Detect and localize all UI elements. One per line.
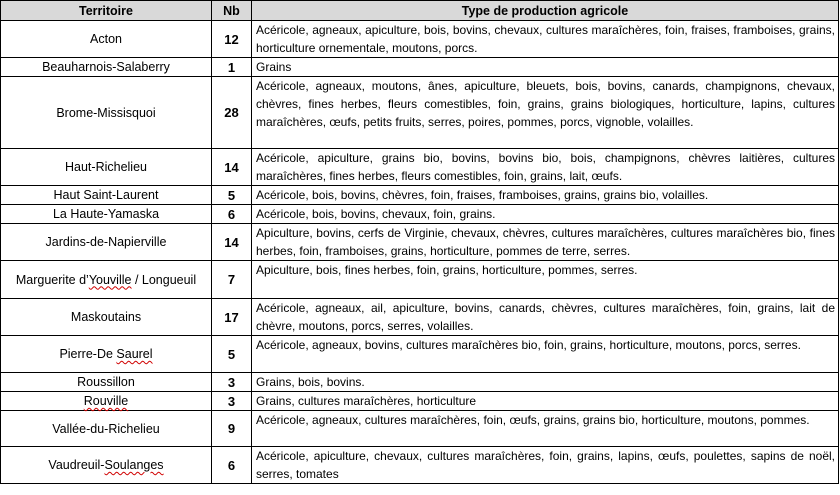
territory-cell: Vaudreuil-Soulanges [1,447,212,484]
territory-cell: Acton [1,21,212,58]
table-row [1,21,839,58]
nb-cell: 5 [212,186,252,205]
table-row [1,186,839,205]
territory-cell: Brome-Missisquoi [1,77,212,149]
nb-cell: 12 [212,21,252,58]
production-cell: Acéricole, agneaux, moutons, ânes, apiculture, bleuets, bois, bovins, canards, champignons, chevaux, chèvres, fines herbes, fleurs comestibles, foin, grains, grains biologiques, horticulture, lapins, cultures maraîchères, œufs, petits fruits, serres, poires, pommes, porcs, vignoble, volailles. [252,77,839,149]
production-cell: Grains, bois, bovins. [252,373,839,392]
table-row [1,336,839,373]
header-territoire: Territoire [1,1,212,21]
table-row [1,373,839,392]
territory-cell: Roussillon [1,373,212,392]
territory-cell: Marguerite d’Youville / Longueuil [1,261,212,299]
production-cell: Acéricole, apiculture, chevaux, cultures maraîchères, foin, grains, lapins, œufs, poulettes, sapins de noël, serres, tomates [252,447,839,484]
production-cell: Grains, cultures maraîchères, horticulture [252,392,839,411]
table-row [1,392,839,411]
production-cell: Acéricole, agneaux, cultures maraîchères, foin, œufs, grains, grains bio, horticulture, moutons, pommes. [252,411,839,447]
production-cell: Acéricole, agneaux, apiculture, bois, bovins, chevaux, cultures maraîchères, foin, fraises, framboises, grains, horticulture ornementale, moutons, porcs. [252,21,839,58]
territory-cell: Jardins-de-Napierville [1,224,212,261]
header-nb: Nb [212,1,252,21]
nb-cell: 6 [212,205,252,224]
table-row [1,58,839,77]
territory-cell: La Haute-Yamaska [1,205,212,224]
nb-cell: 1 [212,58,252,77]
production-cell: Acéricole, bois, bovins, chevaux, foin, grains. [252,205,839,224]
nb-cell: 3 [212,373,252,392]
table-row [1,224,839,261]
nb-cell: 6 [212,447,252,484]
territory-cell: Vallée-du-Richelieu [1,411,212,447]
nb-cell: 14 [212,149,252,186]
nb-cell: 7 [212,261,252,299]
territory-cell: Haut-Richelieu [1,149,212,186]
production-cell: Acéricole, agneaux, bovins, cultures maraîchères bio, foin, grains, horticulture, moutons, porcs, serres. [252,336,839,373]
nb-cell: 28 [212,77,252,149]
production-cell: Apiculture, bois, fines herbes, foin, grains, horticulture, pommes, serres. [252,261,839,299]
table-row [1,299,839,336]
territory-cell: Beauharnois-Salaberry [1,58,212,77]
territory-cell: Haut Saint-Laurent [1,186,212,205]
territory-cell: Rouville [1,392,212,411]
header-type-production: Type de production agricole [252,1,839,21]
table-row [1,149,839,186]
table-row [1,447,839,484]
table-row [1,411,839,447]
nb-cell: 3 [212,392,252,411]
table-row [1,205,839,224]
production-cell: Acéricole, agneaux, ail, apiculture, bovins, canards, chèvres, cultures maraîchères, foin, grains, lait de chèvre, moutons, porcs, serres, volailles. [252,299,839,336]
production-cell: Acéricole, bois, bovins, chèvres, foin, fraises, framboises, grains, grains bio, volailles. [252,186,839,205]
nb-cell: 17 [212,299,252,336]
table-row [1,77,839,149]
header-row [1,1,839,21]
nb-cell: 14 [212,224,252,261]
territory-cell: Maskoutains [1,299,212,336]
production-cell: Apiculture, bovins, cerfs de Virginie, chevaux, chèvres, cultures maraîchères, cultures maraîchères bio, fines herbes, foin, framboises, grains, horticulture, pommes de terre, serres. [252,224,839,261]
nb-cell: 5 [212,336,252,373]
table-row [1,261,839,299]
territory-cell: Pierre-De Saurel [1,336,212,373]
nb-cell: 9 [212,411,252,447]
production-cell: Acéricole, apiculture, grains bio, bovins, bovins bio, bois, champignons, chèvres laitières, cultures maraîchères, fines herbes, fleurs comestibles, foin, grains, lait, œufs. [252,149,839,186]
production-cell: Grains [252,58,839,77]
